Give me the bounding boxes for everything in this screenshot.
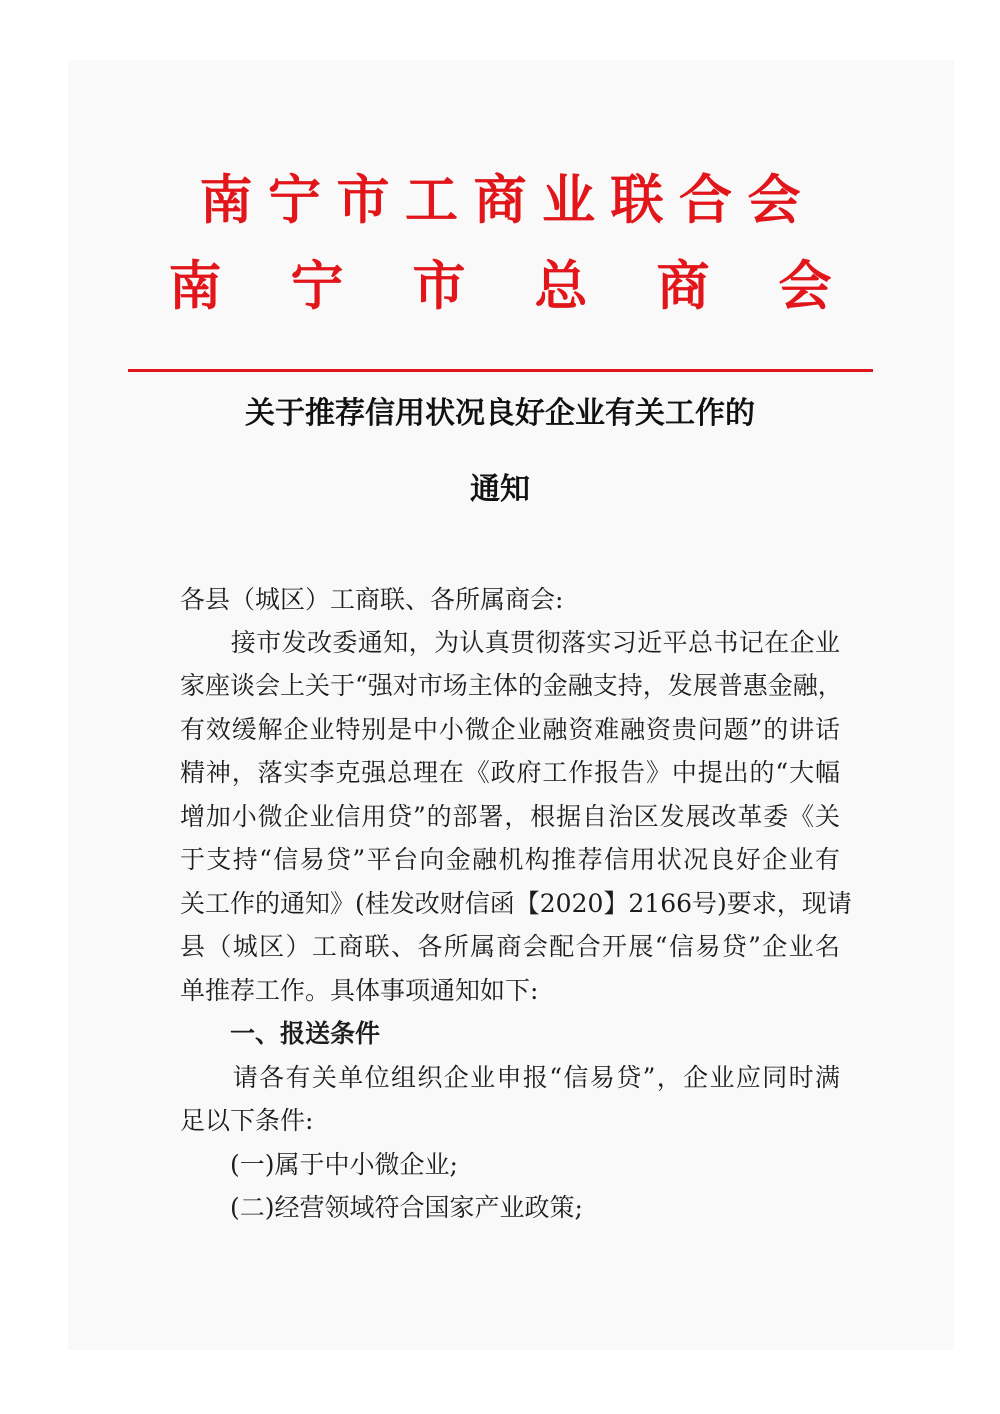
letterhead-char: 宁 — [268, 169, 321, 231]
notice-title-line-1: 关于推荐信用状况良好企业有关工作的 — [245, 396, 755, 431]
paragraph-line: 有效缓解企业特别是中小微企业融资难融资贵问题”的讲话 — [180, 715, 840, 744]
notice-title-line-2: 通知 — [470, 472, 530, 507]
letterhead-char: 业 — [542, 169, 595, 231]
letterhead-line-1 — [0, 170, 1000, 230]
letterhead-char: 联 — [610, 169, 664, 231]
section-heading: 一、报送条件 — [180, 1019, 381, 1048]
letterhead-red-rule — [128, 369, 873, 372]
letterhead-char: 会 — [778, 255, 832, 317]
salutation: 各县（城区）工商联、各所属商会: — [180, 585, 564, 614]
paragraph-line: 精神，落实李克强总理在《政府工作报告》中提出的“大幅 — [180, 758, 840, 787]
paragraph-line: 家座谈会上关于“强对市场主体的金融支持，发展普惠金融， — [180, 671, 843, 700]
letterhead-char: 商 — [473, 169, 527, 231]
paragraph-line: 足以下条件: — [180, 1106, 314, 1135]
paragraph-line: 请各有关单位组织企业申报“信易贷”，企业应同时满 — [180, 1063, 840, 1092]
letterhead-char: 市 — [336, 169, 390, 231]
letterhead-char: 总 — [534, 255, 588, 317]
paragraph-line: 单推荐工作。具体事项通知如下: — [180, 976, 539, 1005]
paragraph-line: 增加小微企业信用贷”的部署，根据自治区发展改革委《关 — [180, 802, 840, 831]
paragraph-line: 县（城区）工商联、各所属商会配合开展“信易贷”企业名 — [180, 932, 840, 961]
letterhead-char: 南 — [199, 169, 253, 231]
letterhead-char: 南 — [168, 255, 222, 317]
condition-item: (二)经营领域符合国家产业政策; — [180, 1193, 583, 1222]
letterhead-char: 工 — [405, 169, 458, 231]
condition-item: (一)属于中小微企业; — [180, 1150, 458, 1179]
letterhead-char: 合 — [679, 169, 732, 231]
letterhead-char: 商 — [656, 255, 710, 317]
paragraph-line: 接市发改委通知，为认真贯彻落实习近平总书记在企业 — [180, 628, 840, 657]
paragraph-line: 关工作的通知》(桂发改财信函【2020】2166号)要求，现请 — [180, 889, 852, 918]
paragraph-line: 于支持“信易贷”平台向金融机构推荐信用状况良好企业有 — [180, 845, 840, 874]
letterhead-char: 市 — [412, 255, 466, 317]
letterhead-line-2 — [0, 256, 1000, 316]
letterhead-char: 宁 — [290, 255, 344, 317]
letterhead-char: 会 — [747, 169, 801, 231]
